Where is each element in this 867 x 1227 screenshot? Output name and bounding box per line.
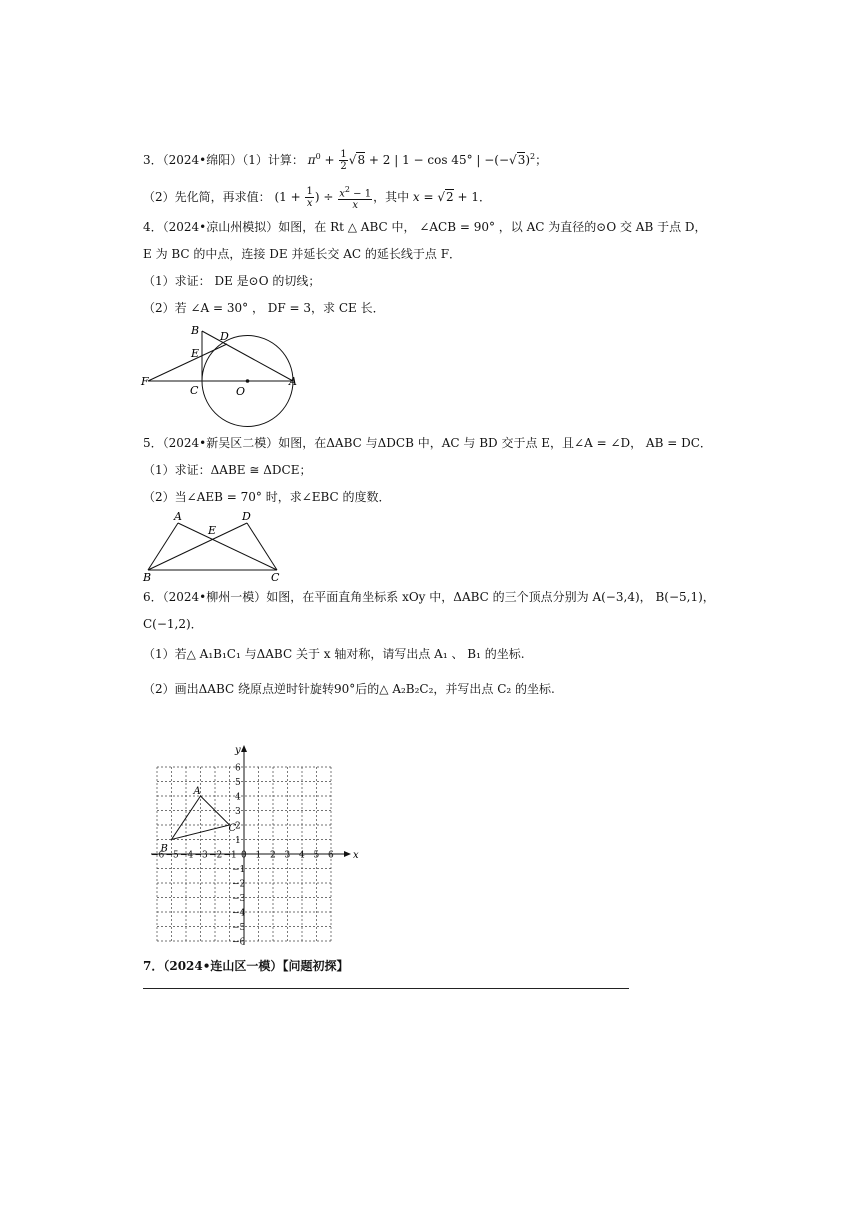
y-tick-label: 5 bbox=[235, 778, 241, 788]
q5-label-b: B bbox=[143, 571, 152, 584]
x-axis-label: x bbox=[353, 850, 359, 861]
x-tick-label: 0 bbox=[241, 850, 247, 861]
q3-line1 bbox=[143, 149, 547, 172]
q4-label-a: A bbox=[289, 375, 297, 388]
x-tick-label: −5 bbox=[165, 850, 179, 861]
q6-coordinate-grid bbox=[140, 734, 359, 948]
q7-tag: 【问题初探】 bbox=[282, 959, 349, 973]
y-tick-label: 6 bbox=[235, 763, 241, 774]
x-tick-label: −4 bbox=[180, 850, 194, 861]
y-tick-label: 4 bbox=[235, 792, 241, 803]
q3-x-value: x = √2 + 1 bbox=[412, 190, 479, 205]
y-tick-label: −2 bbox=[232, 879, 246, 890]
footer-rule bbox=[143, 988, 629, 989]
q5-line1 bbox=[143, 435, 712, 451]
q6-line1 bbox=[143, 589, 715, 605]
y-tick-label: −6 bbox=[232, 937, 246, 948]
y-tick-label: 1 bbox=[235, 836, 241, 846]
q3-line2 bbox=[143, 184, 491, 211]
y-tick-label: −1 bbox=[232, 865, 246, 875]
point-label-c: C bbox=[228, 823, 237, 834]
q4-stem-2: E 为 BC 的中点，连接 DE 并延长交 AC 的延长线于点 F． bbox=[143, 247, 462, 261]
x-tick-label: −2 bbox=[209, 850, 223, 861]
q6-number: 6． bbox=[143, 590, 163, 604]
q4-label-f: F bbox=[141, 375, 149, 388]
q3-part2-lead: （2）先化简，再求值： bbox=[143, 190, 271, 205]
point-label-a: A bbox=[193, 786, 201, 797]
q4-stem-1: 如图，在 Rt △ ABC 中， ∠ACB = 90° ，以 AC 为直径的⊙O 交 AB 于点 D， bbox=[278, 220, 707, 234]
q5-source: （2024•新吴区二模） bbox=[162, 436, 279, 450]
x-tick-label: 6 bbox=[328, 850, 334, 861]
q4-line-ba bbox=[202, 331, 293, 381]
q4-label-d: D bbox=[220, 330, 229, 343]
q3-part2-mid: ，其中 bbox=[373, 190, 410, 205]
q3-expression-1: $\pi^0$ + $\frac{1}{2}$ √8 + 2 | 1 − cos 45° | $-(-√3)^2$ bbox=[307, 149, 536, 172]
x-axis-arrow bbox=[344, 851, 351, 857]
q4-label-o: O bbox=[236, 385, 246, 398]
q4-label-e: E bbox=[191, 347, 200, 360]
q4-label-c: C bbox=[190, 384, 199, 397]
q5-number: 5． bbox=[143, 436, 163, 450]
x-tick-label: 3 bbox=[284, 850, 291, 861]
q6-source: （2024•柳州一模） bbox=[162, 590, 267, 604]
y-tick-label: −5 bbox=[232, 923, 246, 933]
q3-source: （2024•绵阳） bbox=[162, 153, 243, 167]
y-axis-arrow bbox=[241, 745, 247, 752]
q5-label-c: C bbox=[271, 571, 280, 584]
y-tick-label: 3 bbox=[235, 807, 241, 817]
q6-part2: （2）画出ΔABC 绕原点逆时针旋转90°后的△ A₂B₂C₂，并写出点 C₂ 的坐标. bbox=[143, 682, 555, 696]
q4-label-b: B bbox=[191, 324, 200, 337]
x-tick-label: 2 bbox=[270, 850, 276, 861]
y-tick-label: −4 bbox=[232, 908, 246, 919]
y-axis-label: y bbox=[235, 745, 241, 756]
q7-line bbox=[143, 958, 348, 974]
q5-label-a: A bbox=[174, 510, 182, 523]
q3-number: 3． bbox=[143, 153, 163, 167]
q4-line1 bbox=[143, 219, 707, 235]
q6-stem-1: 如图，在平面直角坐标系 xOy 中，ΔABC 的三个顶点分别为 A(−3,4)， B(−5,1)， bbox=[266, 590, 715, 604]
q4-figure bbox=[140, 322, 315, 402]
q5-figure bbox=[140, 508, 290, 584]
x-tick-label: −3 bbox=[194, 850, 208, 861]
x-tick-label: 4 bbox=[299, 850, 305, 861]
x-tick-label: 5 bbox=[313, 850, 320, 861]
q5-label-e: E bbox=[208, 524, 217, 537]
q4-part2: （2）若 ∠A = 30° ， DF = 3，求 CE 长． bbox=[143, 301, 385, 315]
q3-part1-lead: （1）计算： bbox=[242, 153, 304, 167]
x-tick-label: −1 bbox=[223, 850, 237, 861]
q5-label-d: D bbox=[242, 510, 251, 523]
q3-part1-tail: ； bbox=[535, 153, 548, 167]
x-tick-label: −6 bbox=[151, 850, 165, 861]
q7-number: 7． bbox=[143, 959, 164, 973]
q4-source: （2024•凉山州模拟） bbox=[162, 220, 279, 234]
q4-part1: （1）求证： DE 是⊙O 的切线； bbox=[143, 274, 321, 288]
q3-part2-tail: ． bbox=[479, 190, 492, 205]
q5-stem: 如图，在ΔABC 与ΔDCB 中，AC 与 BD 交于点 E，且∠A = ∠D， AB = DC． bbox=[278, 436, 712, 450]
q4-number: 4． bbox=[143, 220, 163, 234]
q4-center-dot bbox=[246, 379, 250, 383]
y-tick-label: −3 bbox=[232, 894, 246, 904]
x-tick-label: 1 bbox=[255, 850, 262, 861]
q5-part1: （1）求证：ΔABE ≅ ΔDCE； bbox=[143, 463, 312, 477]
q6-part1: （1）若△ A₁B₁C₁ 与ΔABC 关于 x 轴对称，请写出点 A₁ 、 B₁ 的坐标. bbox=[143, 647, 525, 661]
q3-expression-2: (1 + $\frac{1}{x}$ ) ÷ $\frac{x^2 - 1}{x}$ bbox=[274, 185, 372, 212]
q6-stem-2: C(−1,2)． bbox=[143, 617, 203, 631]
point-label-b: B bbox=[160, 843, 168, 855]
q7-source: （2024•连山区一模） bbox=[163, 959, 283, 973]
y-tick-label: 2 bbox=[235, 821, 241, 832]
q5-part2: （2）当∠AEB = 70° 时，求∠EBC 的度数． bbox=[143, 490, 391, 504]
